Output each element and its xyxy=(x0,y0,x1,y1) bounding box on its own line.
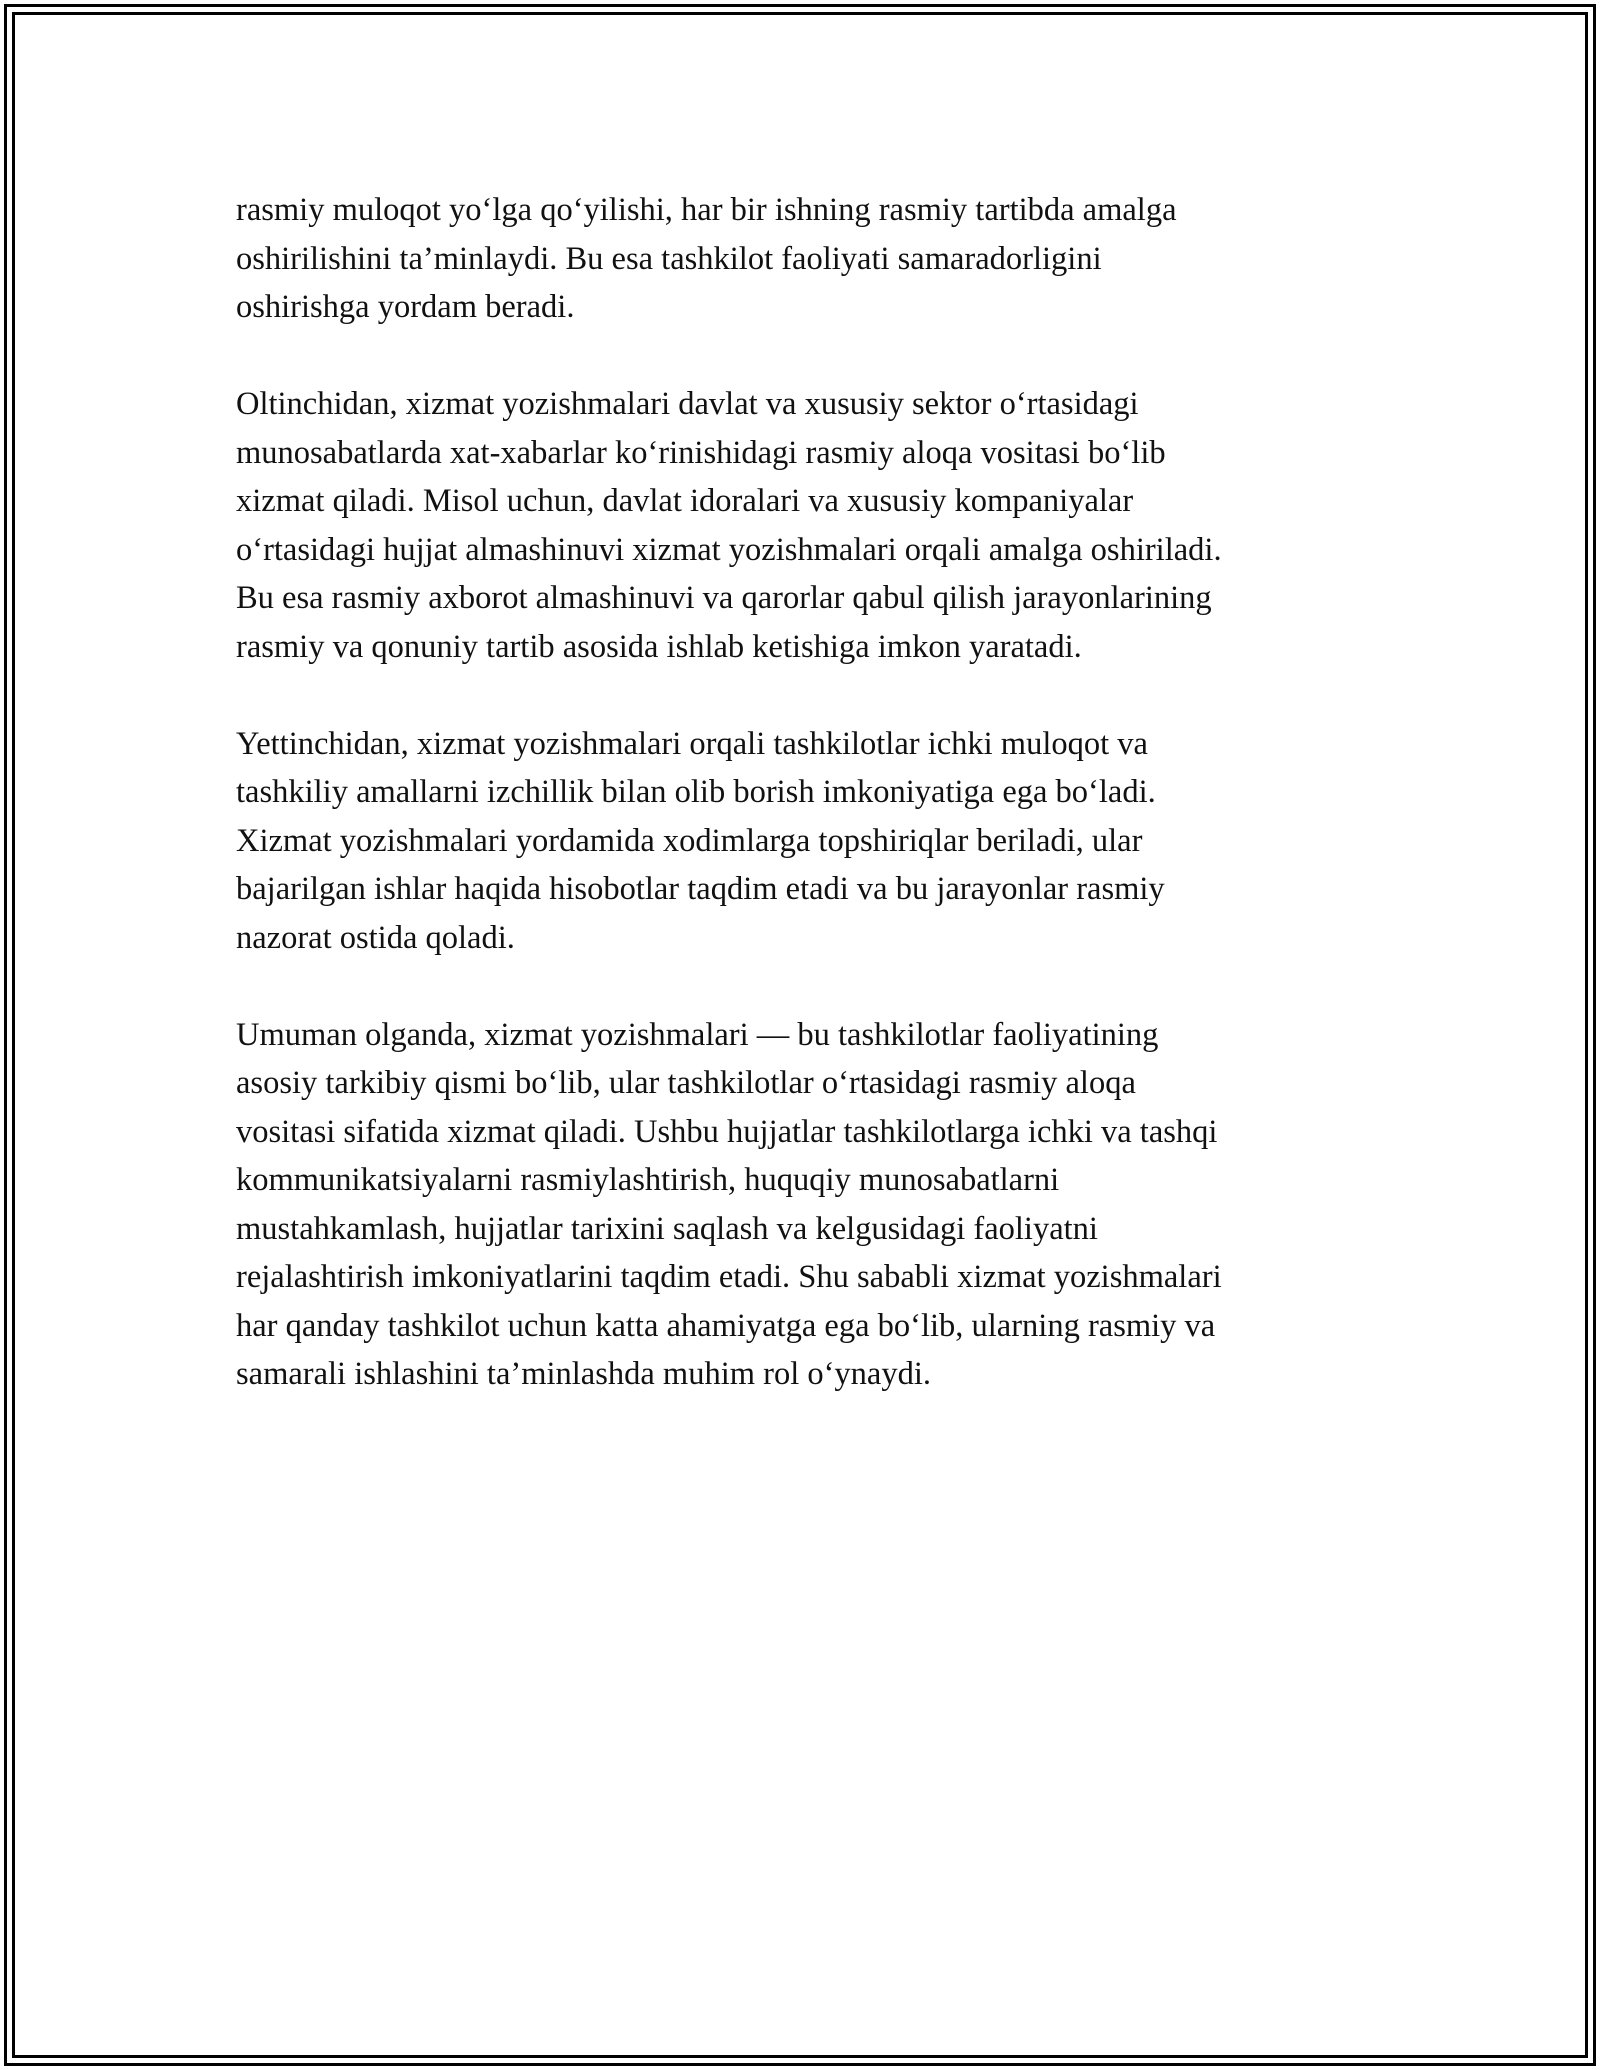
paragraph-2 xyxy=(236,380,1366,671)
text-line: xizmat qiladi. Misol uchun, davlat idoralari va xususiy kompaniyalar xyxy=(236,483,1134,519)
text-line: vositasi sifatida xizmat qiladi. Ushbu hujjatlar tashkilotlarga ichki va tashqi xyxy=(236,1113,1218,1150)
text-line: asosiy tarkibiy qismi bo‘lib, ular tashkilotlar o‘rtasidagi rasmiy aloqa xyxy=(236,1065,1136,1101)
text-line: samarali ishlashini ta’minlashda muhim rol o‘ynaydi. xyxy=(236,1356,932,1392)
text-line: o‘rtasidagi hujjat almashinuvi xizmat yozishmalari orqali amalga oshiriladi. xyxy=(236,531,1222,568)
text-line: mustahkamlash, hujjatlar tarixini saqlash va kelgusidagi faoliyatni xyxy=(236,1210,1098,1247)
paragraph-4 xyxy=(236,1011,1366,1399)
text-line: oshirishga yordam beradi. xyxy=(236,289,575,325)
text-line: nazorat ostida qoladi. xyxy=(236,919,515,956)
text-line: munosabatlarda xat-xabarlar ko‘rinishidagi rasmiy aloqa vositasi bo‘lib xyxy=(236,434,1166,471)
text-line: Oltinchidan, xizmat yozishmalari davlat va xususiy sektor o‘rtasidagi xyxy=(236,386,1139,422)
text-line: Yettinchidan, xizmat yozishmalari orqali tashkilotlar ichki muloqot va xyxy=(236,725,1148,762)
text-line: bajarilgan ishlar haqida hisobotlar taqdim etadi va bu jarayonlar rasmiy xyxy=(236,871,1165,907)
text-line: rasmiy va qonuniy tartib asosida ishlab ketishiga imkon yaratadi. xyxy=(236,628,1082,665)
text-line: Bu esa rasmiy axborot almashinuvi va qarorlar qabul qilish jarayonlarining xyxy=(236,580,1212,616)
text-line: rasmiy muloqot yo‘lga qo‘yilishi, har bir ishning rasmiy tartibda amalga xyxy=(236,192,1177,228)
text-line: oshirilishini ta’minlaydi. Bu esa tashkilot faoliyati samaradorligini xyxy=(236,240,1102,277)
paragraph-3 xyxy=(236,720,1366,963)
paragraph-1 xyxy=(236,186,1366,332)
text-line: tashkiliy amallarni izchillik bilan olib borish imkoniyatiga ega bo‘ladi. xyxy=(236,774,1156,810)
document-body xyxy=(236,186,1366,1447)
text-line: Xizmat yozishmalari yordamida xodimlarga topshiriqlar beriladi, ular xyxy=(236,822,1143,859)
text-line: kommunikatsiyalarni rasmiylashtirish, huquqiy munosabatlarni xyxy=(236,1162,1060,1198)
text-line: Umuman olganda, xizmat yozishmalari — bu tashkilotlar faoliyatining xyxy=(236,1016,1159,1053)
text-line: rejalashtirish imkoniyatlarini taqdim etadi. Shu sababli xizmat yozishmalari xyxy=(236,1259,1222,1295)
text-line: har qanday tashkilot uchun katta ahamiyatga ega bo‘lib, ularning rasmiy va xyxy=(236,1307,1216,1344)
